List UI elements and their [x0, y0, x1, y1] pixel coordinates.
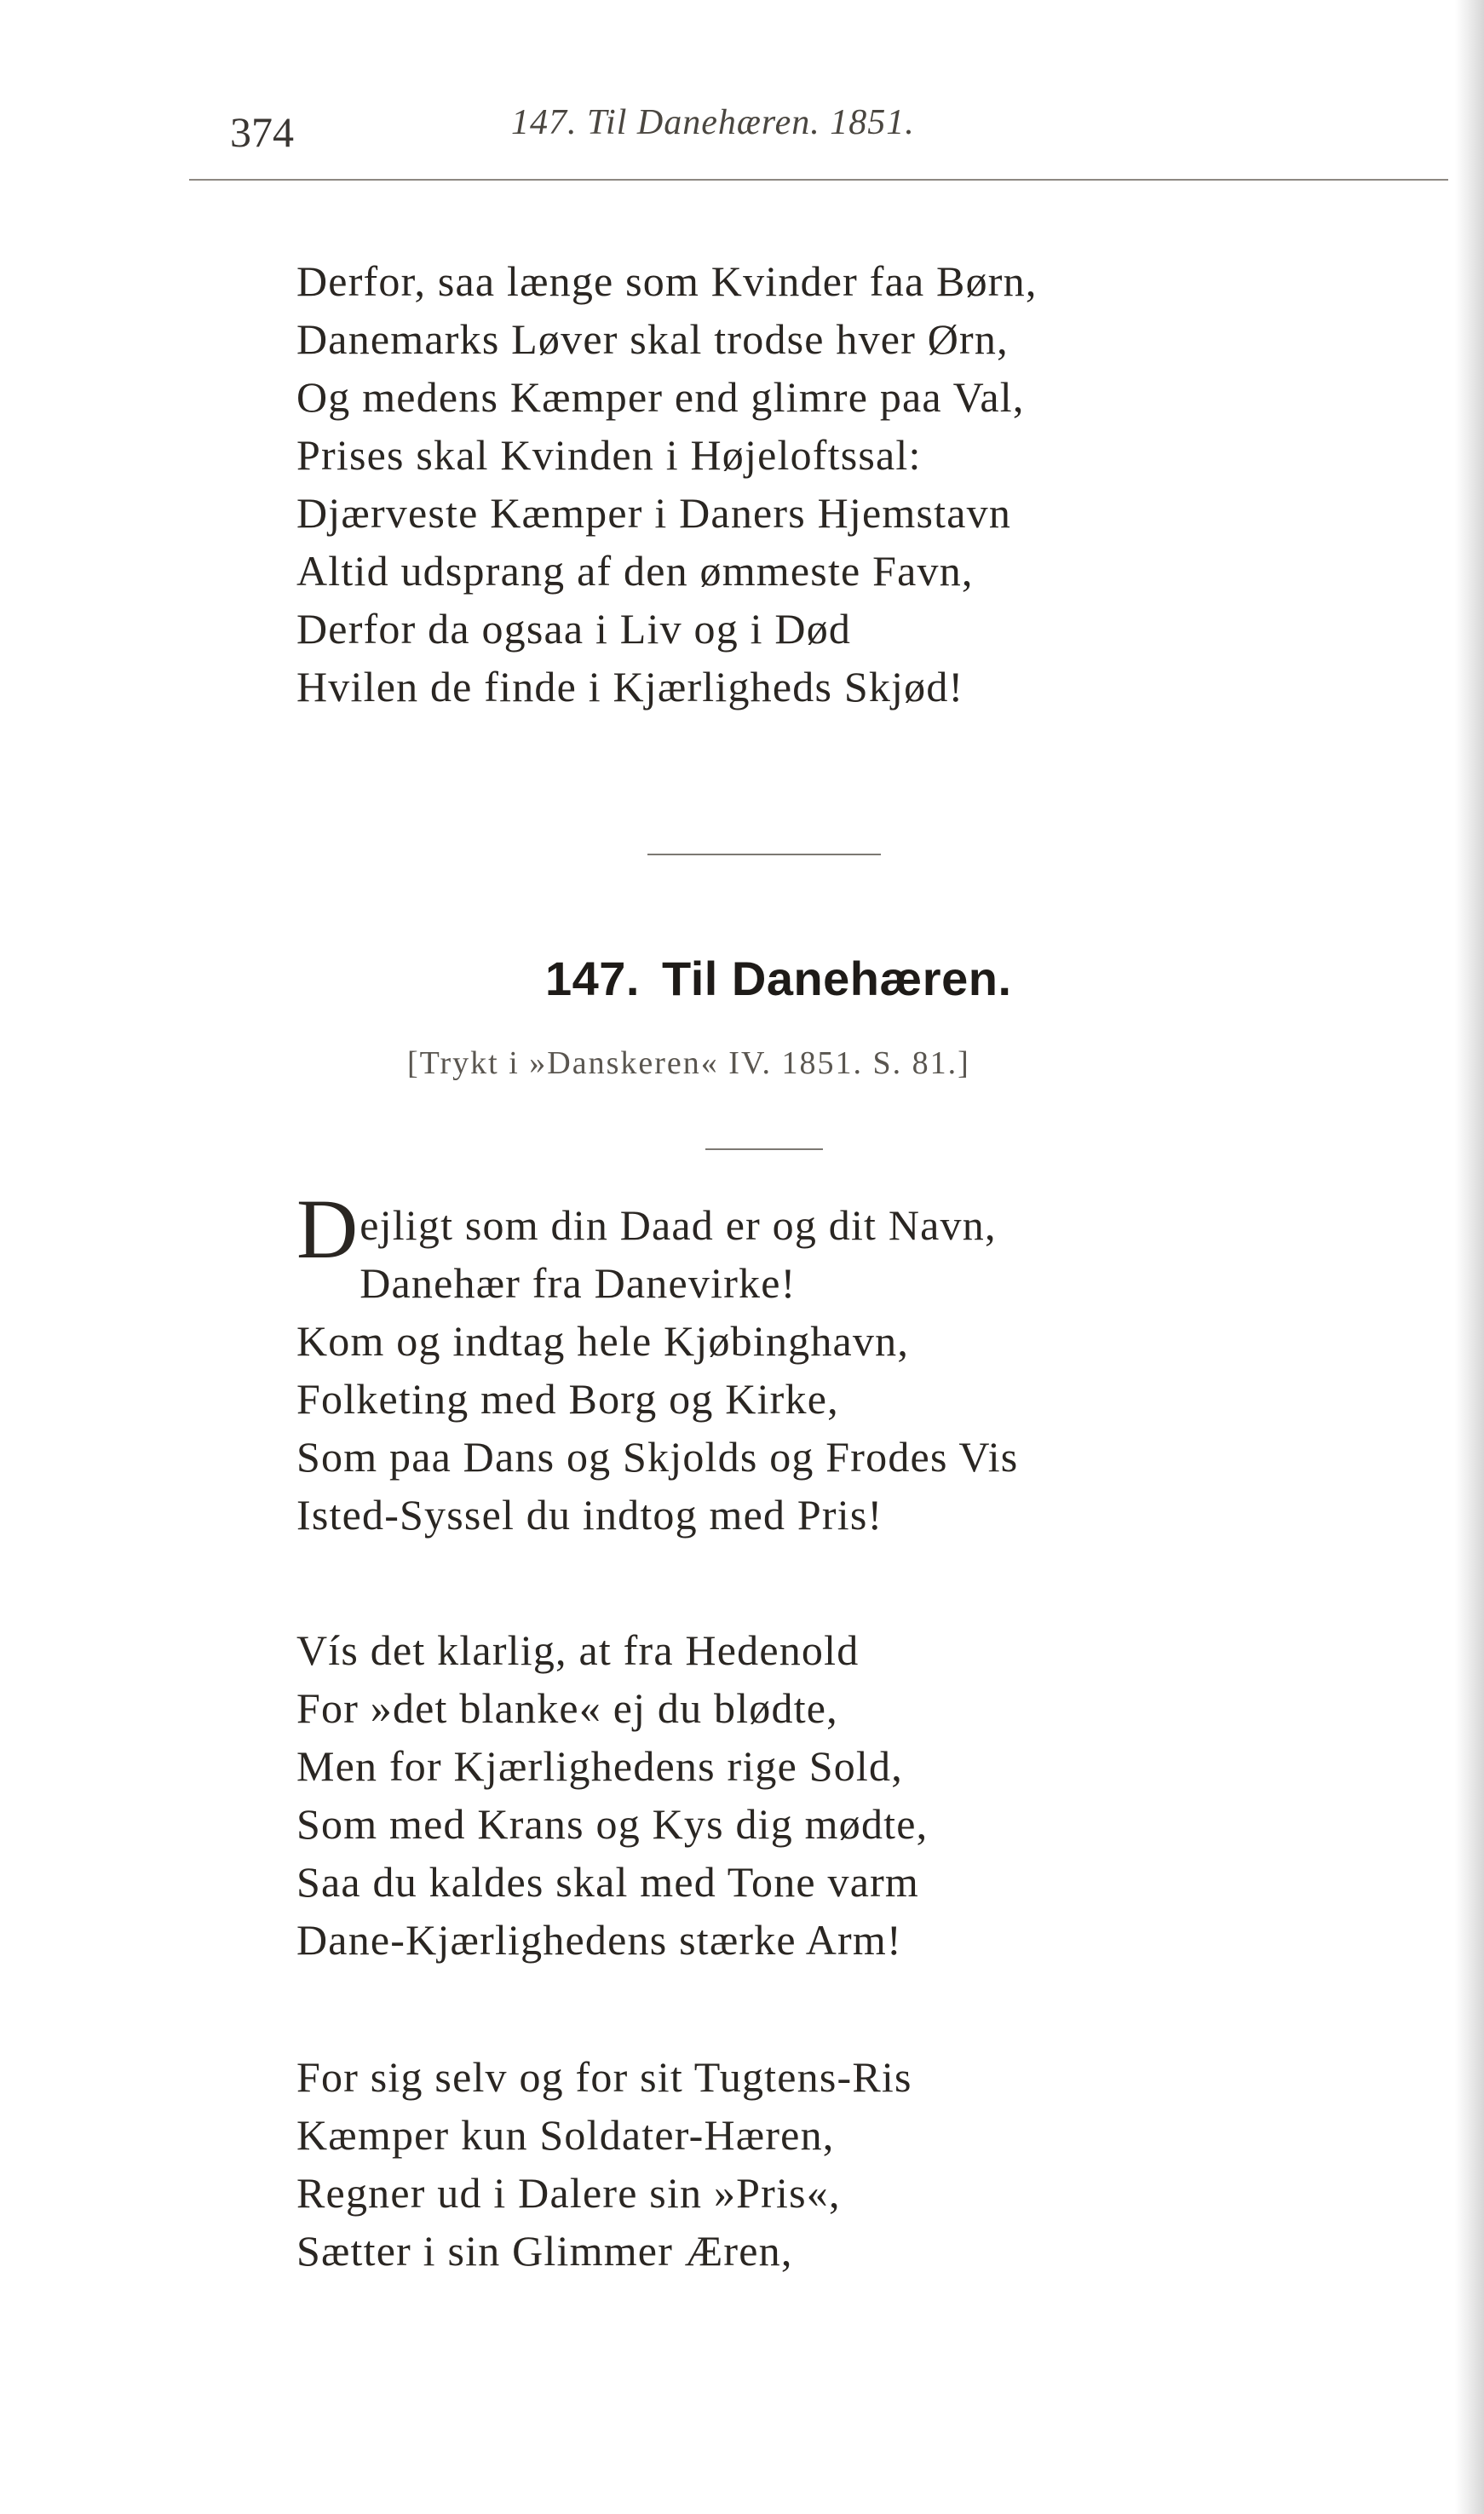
verse-line: Og medens Kæmper end glimre paa Val, — [296, 373, 1025, 421]
verse-line: Men for Kjærlighedens rige Sold, — [296, 1742, 903, 1790]
verse-line: Derfor, saa længe som Kvinder faa Børn, — [296, 257, 1038, 305]
verse-line: Folketing med Borg og Kirke, — [296, 1375, 839, 1423]
verse-line: Prises skal Kvinden i Højeloftssal: — [296, 431, 922, 479]
verse-line: Hvilen de finde i Kjærligheds Skjød! — [296, 663, 964, 710]
verse-line: Kæmper kun Soldater-Hæren, — [296, 2111, 835, 2159]
stanza-3 — [296, 2048, 912, 2280]
verse-line: Vís det klarlig, at fra Hedenold — [296, 1626, 860, 1674]
verse-line: Som paa Dans og Skjolds og Frodes Vis — [296, 1433, 1019, 1481]
drop-cap: D — [296, 1182, 359, 1276]
stanza-1 — [296, 1182, 1019, 1544]
running-head: 147. Til Danehæren. 1851. — [511, 103, 915, 142]
verse-line: For »det blanke« ej du blødte, — [296, 1684, 838, 1732]
verse-line: Altid udsprang af den ømmeste Favn, — [296, 547, 974, 595]
poem-number: 147. — [545, 952, 640, 1005]
verse-line: Som med Krans og Kys dig mødte, — [296, 1800, 929, 1848]
verse-line: Dane-Kjærlighedens stærke Arm! — [296, 1916, 902, 1964]
section-divider — [647, 854, 881, 855]
verse-line: Kom og indtag hele Kjøbinghavn, — [296, 1317, 910, 1365]
verse-line: ejligt som din Daad er og dit Navn, — [359, 1201, 997, 1249]
page-number: 374 — [230, 108, 294, 156]
verse-line: Danemarks Løver skal trodse hver Ørn, — [296, 315, 1009, 363]
header-rule — [189, 179, 1448, 181]
verse-line: Sætter i sin Glimmer Æren, — [296, 2227, 793, 2275]
verse-line: Regner ud i Dalere sin »Pris«, — [296, 2169, 841, 2217]
verse-line: Danehær fra Danevirke! — [359, 1259, 797, 1307]
scan-edge-shadow — [1455, 0, 1484, 2514]
source-note: [Trykt i »Danskeren« IV. 1851. S. 81.] — [407, 1045, 970, 1081]
poem-title-text: Til Danehæren. — [662, 952, 1012, 1005]
title-divider — [705, 1148, 823, 1150]
stanza-previous-poem — [296, 252, 1038, 716]
verse-line: Djærveste Kæmper i Daners Hjemstavn — [296, 489, 1012, 537]
verse-line: Isted-Syssel du indtog med Pris! — [296, 1491, 883, 1539]
verse-line: Saa du kaldes skal med Tone varm — [296, 1858, 920, 1906]
poem-title — [545, 951, 1012, 1006]
stanza-2 — [296, 1621, 928, 1969]
verse-line: For sig selv og for sit Tugtens-Ris — [296, 2053, 912, 2101]
verse-line: Derfor da ogsaa i Liv og i Død — [296, 605, 852, 653]
